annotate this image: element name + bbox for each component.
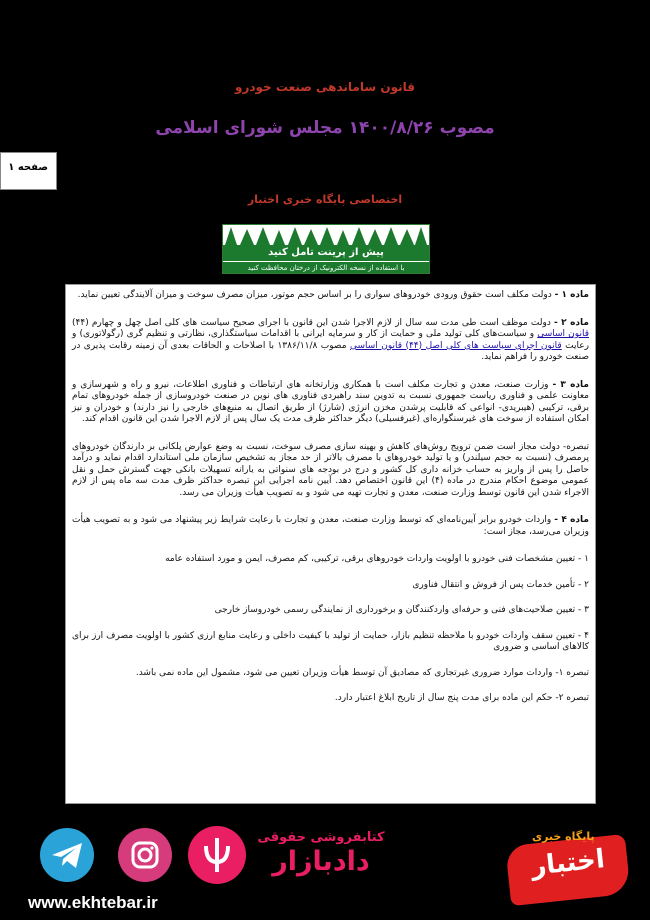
dadbazar-subtitle: کتابفروشی حقوقی <box>257 830 385 845</box>
dadbazar-emblem-icon <box>188 826 246 884</box>
article-2-text-part3: مصوب ۱۳۸۶/۱۱/۸ با اصلاحات و الحاقات بعدی آن زمینه رقابت پذیری در صنعت خودرو را فراهم نماید. <box>72 340 589 362</box>
article-2-label: ماده ۲ - <box>553 317 589 328</box>
article-3-text: وزارت صنعت، معدن و تجارت مکلف است با همکاری وزارتخانه های ارتباطات و فناوری اطلاعات، نیرو و راه و شهرسازی و معاونت علمی و فناوری ریاست جمهوری نسبت به تدوین سند راهبردی فناوری های نوین در صنعت خودروسازی از جمله خودروهای تمام برقی، ترکیبی (هیبریدی- انواعی که قابلیت پرشدن مخزن انرژی (شارژ) از طریق اتصال به منبع‌های خارجی را نیز دارند) و خودران و نیز امکان استفاده از سوخت های غیرسنگواره‌ای (غیرفسیلی) دیگر حداکثر ظرف مدت یک سال پس از لازم الاجرا شدن این قانون اقدام کند. <box>72 379 589 424</box>
article-2-text-part2: و سیاست‌های کلی تولید ملی و حمایت از کار و سرمایه ایرانی با اقدامات سیاستگذاری، نظارتی و تنظیم گری (رگولاتوری) و رعایت <box>72 329 589 351</box>
trees-icon <box>225 227 427 247</box>
page-number-box <box>0 152 57 190</box>
telegram-plane-icon <box>40 828 94 882</box>
article-3-label: ماده ۳ - <box>552 379 589 390</box>
article-3 <box>72 380 589 426</box>
print-warning-banner <box>222 224 430 274</box>
article-4 <box>72 515 589 538</box>
instagram-icon[interactable] <box>118 828 172 882</box>
exclusive-note: اختصاصی پایگاه خبری اختبار <box>247 193 403 206</box>
ekhtebar-small-text: پایگاه خبری <box>532 830 595 843</box>
page-number-label: صفحه ۱ <box>8 162 48 173</box>
website-url[interactable]: www.ekhtebar.ir <box>28 893 158 912</box>
article-1-label: ماده ۱ - <box>554 290 589 300</box>
article-1 <box>72 290 589 302</box>
article-44-law-link[interactable]: قانون اجرای سیاست های کلی اصل (۴۴) قانون اساسی <box>349 340 562 351</box>
law-text-document <box>65 284 596 804</box>
approval-title: مصوب ۱۴۰۰/۸/۲۶ مجلس شورای اسلامی <box>155 118 495 138</box>
dadbazar-name: دادبازار <box>272 846 370 877</box>
ekhtebar-big-text: اختبار <box>529 844 607 882</box>
article-4-note-1: تبصره ۱- واردات موارد ضروری غیرتجاری که مصادیق آن توسط هیأت وزیران تعیین می شود، مشمول این ماده نمی باشد. <box>135 667 589 678</box>
article-4-item-4: ۴ - تعیین سقف واردات خودرو با ملاحظه تنظیم بازار، حمایت از تولید با کیفیت داخلی و رعایت منابع ارزی کشور با اولویت مصرف ارز برای کالاهای اساسی و ضروری <box>72 630 589 652</box>
article-2-text-part1: دولت موظف است طی مدت سه سال از لازم الاجرا شدن این قانون با اجرای صحیح سیاست های کلی اصل چهل و چهارم (۴۴) <box>72 317 554 328</box>
ekhtebar-logo[interactable] <box>508 826 628 906</box>
article-4-item-3: ۳ - تعیین صلاحیت‌های فنی و حرفه‌ای واردکنندگان و برخورداری از نمایندگی رسمی خودروساز خارجی <box>214 605 589 615</box>
banner-sub-text: با استفاده از نسخه الکترونیک از درختان محافظت کنید <box>223 261 429 274</box>
constitution-link[interactable]: قانون اساسی <box>537 329 589 339</box>
dadbazar-logo[interactable] <box>188 826 388 886</box>
article-4-text: واردات خودرو برابر آیین‌نامه‌ای که توسط وزارت صنعت، معدن و تجارت با رعایت شرایط زیر پیشنهاد می شود و به تصویب هیأت وزیران می‌رسد، مجاز است: <box>72 515 589 537</box>
article-2 <box>72 318 589 364</box>
article-4-label: ماده ۴ - <box>554 515 589 525</box>
law-title: قانون ساماندهی صنعت خودرو <box>235 80 415 94</box>
instagram-camera-icon <box>118 828 172 882</box>
telegram-icon[interactable] <box>40 828 94 882</box>
article-4-item-1: ۱ - تعیین مشخصات فنی خودرو با اولویت واردات خودروهای برقی، ترکیبی، کم مصرف، ایمن و مورد استفاده عامه <box>165 554 589 564</box>
article-4-item-2: ۲ - تأمین خدمات پس از فروش و انتقال فناوری <box>412 579 589 590</box>
article-3-note: تبصره- دولت مجاز است ضمن ترویج روش‌های کاهش و بهینه سازی مصرف سوخت، نسبت به وضع عوارض پلکانی بر دارندگان خودروهای پرمصرف (نسبت به حجم سیلندر) و یا تولید خودروهای با مصرف بالاتر از حد مجاز به تشخیص سازمان ملی استاندارد اقدام نماید و درآمد حاصل را پس از واریز به حساب خزانه داری کل کشور و درج در بودجه های سنواتی به یارانه تسهیلات بانکی جهت گسترش حمل و نقل عمومی موضوع احکام مندرج در ماده (۴) این قانون اختصاص دهد. آیین نامه اجرایی این تبصره حداکثر ظرف مدت سه ماه پس از لازم الاجراء شدن این قانون توسط وزارت صنعت، معدن و تجارت تهیه می شود و به تصویب هیأت وزیران می رسد. <box>72 441 589 498</box>
article-4-note-2: تبصره ۲- حکم این ماده برای مدت پنج سال از تاریخ ابلاغ اعتبار دارد. <box>334 693 589 703</box>
article-1-text: دولت مکلف است حقوق ورودی خودروهای سواری را بر اساس حجم موتور، میزان مصرف سوخت و میزان آلایندگی تعیین نماید. <box>77 290 555 300</box>
banner-main-text: پیش از پرینت تامل کنید <box>223 245 429 261</box>
